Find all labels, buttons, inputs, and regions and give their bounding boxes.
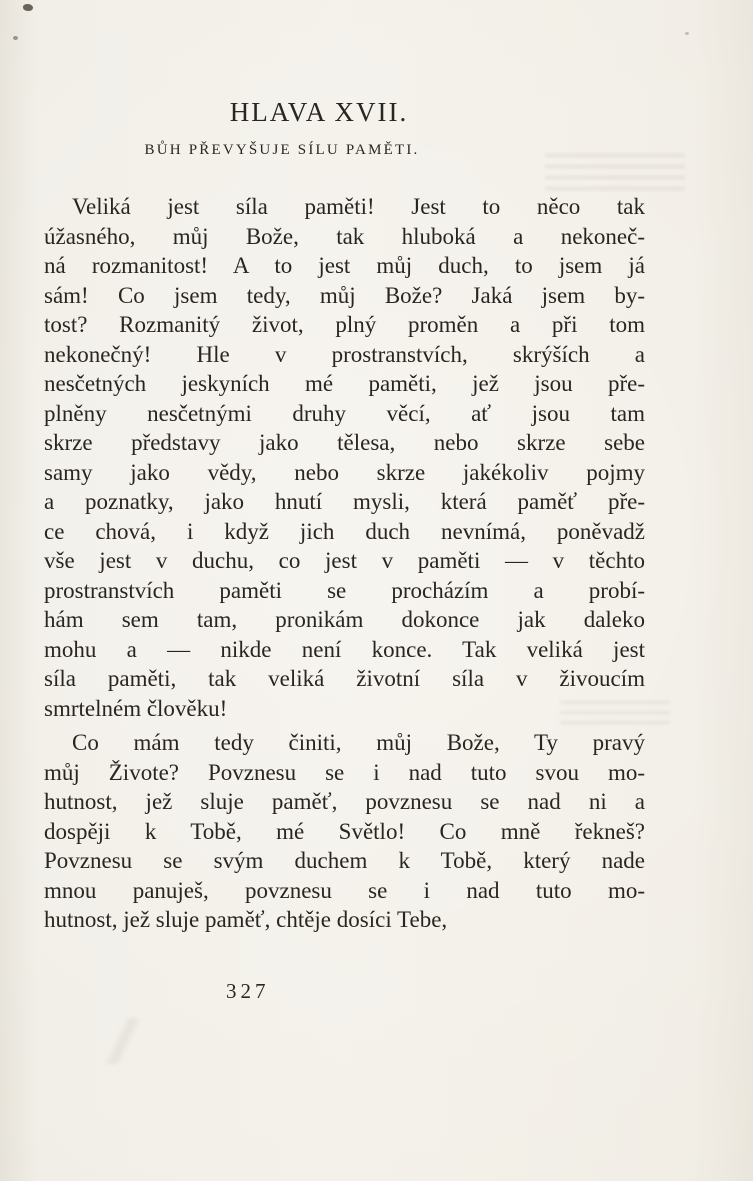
text-line: ce chová, i když jich duch nevnímá, poněvadž <box>44 518 645 544</box>
text-line: Povznesu se svým duchem k Tobě, který nade <box>44 848 645 873</box>
page-number: 327 <box>226 979 270 1003</box>
scan-speck <box>685 32 689 35</box>
chapter-subtitle: BŮH PŘEVYŠUJE SÍLU PAMĚTI. <box>144 142 420 158</box>
paragraph <box>44 192 645 723</box>
scan-speck <box>13 36 18 40</box>
text-line: dospěji k Tobě, mé Světlo! Co mně řekneš? <box>44 818 645 844</box>
scan-crease <box>78 1018 168 1064</box>
body-text <box>44 192 645 940</box>
text-line: prostranstvích paměti se procházím a probí- <box>44 577 645 603</box>
text-line: síla paměti, tak veliká životní síla v živoucím <box>44 666 645 691</box>
text-line: smrtelném člověku! <box>44 695 228 721</box>
text-line: skrze představy jako tělesa, nebo skrze sebe <box>44 430 645 455</box>
text-line: nekonečný! Hle v prostranstvích, skrýších a <box>44 341 645 367</box>
text-line: samy jako vědy, nebo skrze jakékoliv pojmy <box>44 459 645 485</box>
text-line: Co mám tedy činiti, můj Bože, Ty pravý <box>72 730 645 755</box>
text-line: hutnost, jež sluje paměť, povznesu se nad ni a <box>44 789 645 814</box>
text-line: mnou panuješ, povznesu se i nad tuto mo- <box>44 877 645 903</box>
text-line: hutnost, jež sluje paměť, chtěje dosíci Tebe, <box>44 907 448 932</box>
paragraph <box>44 728 645 935</box>
text-line: tost? Rozmanitý život, plný proměn a při tom <box>44 312 645 337</box>
scan-speck <box>23 4 33 11</box>
text-line: a poznatky, jako hnutí mysli, která paměť pře- <box>44 489 645 514</box>
text-line: ná rozmanitost! A to jest můj duch, to jsem já <box>44 253 645 278</box>
text-line: hám sem tam, pronikám dokonce jak daleko <box>44 607 645 632</box>
text-line: můj Živote? Povznesu se i nad tuto svou mo- <box>44 759 645 785</box>
text-line: nesčetných jeskyních mé paměti, jež jsou pře- <box>44 371 645 396</box>
text-line: sám! Co jsem tedy, můj Bože? Jaká jsem by- <box>44 282 645 308</box>
text-line: plněny nesčetnými druhy věcí, ať jsou tam <box>44 400 645 426</box>
chapter-title: HLAVA XVII. <box>229 97 409 127</box>
text-line: vše jest v duchu, co jest v paměti — v těchto <box>44 548 645 573</box>
text-line: úžasného, můj Bože, tak hluboká a nekoneč- <box>44 223 645 249</box>
text-line: mohu a — nikde není konce. Tak veliká jest <box>44 636 645 662</box>
text-line: Veliká jest síla paměti! Jest to něco tak <box>72 194 645 219</box>
